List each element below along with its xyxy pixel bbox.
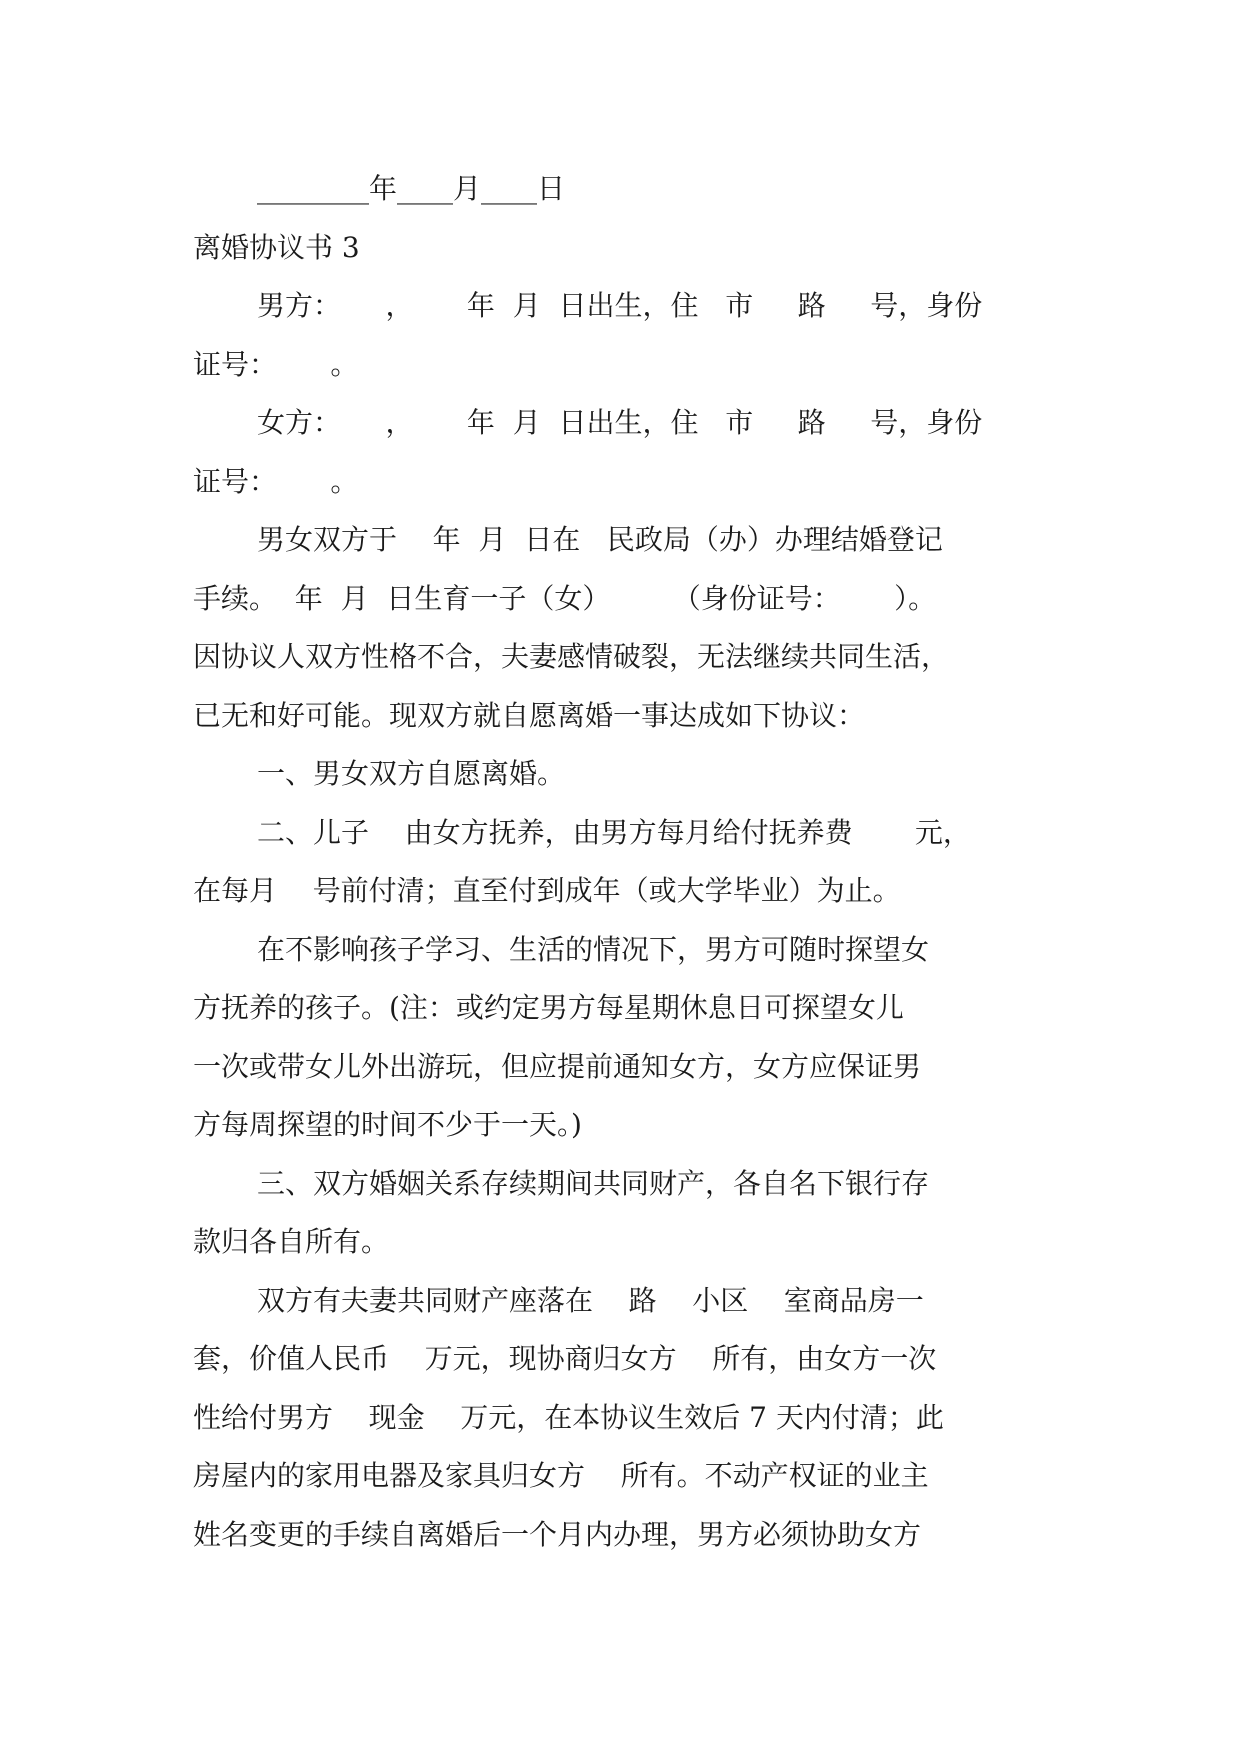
property-line-2: 套，价值人民币 万元，现协商归女方 所有，由女方一次 — [193, 1342, 937, 1375]
document-page — [193, 160, 1053, 1564]
visitation-line-2: 方抚养的孩子。(注：或约定男方每星期休息日可探望女儿 — [193, 991, 904, 1024]
clause-2-line-2: 在每月 号前付清；直至付到成年（或大学毕业）为止。 — [193, 874, 901, 907]
document-title: 离婚协议书 3 — [193, 230, 360, 264]
clause-2-line-1: 二、儿子 由女方抚养，由男方每月给付抚养费 元， — [257, 815, 971, 849]
property-line-3: 性给付男方 现金 万元，在本协议生效后 7 天内付清；此 — [193, 1400, 944, 1434]
marriage-para-line-1: 男女双方于 年 月 日在 民政局（办）办理结婚登记 — [257, 523, 943, 556]
clause-3-line-1: 三、双方婚姻关系存续期间共同财产，各自名下银行存 — [257, 1166, 930, 1200]
marriage-para-line-2: 手续。 年 月 日生育一子（女） （身份证号： ）。 — [193, 581, 937, 615]
marriage-para-line-3: 因协议人双方性格不合，夫妻感情破裂，无法继续共同生活， — [193, 640, 950, 673]
property-line-1: 双方有夫妻共同财产座落在 路 小区 室商品房一 — [257, 1283, 924, 1317]
clause-1: 一、男女双方自愿离婚。 — [257, 757, 566, 790]
woman-info-line-2: 证号： 。 — [193, 464, 359, 498]
visitation-line-1: 在不影响孩子学习、生活的情况下，男方可随时探望女 — [257, 932, 930, 966]
man-info-line-2: 证号： 。 — [193, 347, 359, 381]
visitation-line-4: 方每周探望的时间不少于一天。) — [193, 1108, 582, 1141]
marriage-para-line-4: 已无和好可能。现双方就自愿离婚一事达成如下协议： — [193, 698, 866, 732]
man-info-line-1: 男方： ， 年 月 日出生，住 市 路 号，身份 — [257, 289, 983, 322]
property-line-5: 姓名变更的手续自离婚后一个月内办理，男方必须协助女方 — [193, 1517, 922, 1551]
property-line-4: 房屋内的家用电器及家具归女方 所有。不动产权证的业主 — [193, 1459, 929, 1492]
clause-3-line-2: 款归各自所有。 — [193, 1225, 390, 1258]
date-line: ________年____月____日 — [257, 172, 566, 205]
visitation-line-3: 一次或带女儿外出游玩，但应提前通知女方，女方应保证男 — [193, 1049, 922, 1083]
woman-info-line-1: 女方： ， 年 月 日出生，住 市 路 号，身份 — [257, 406, 983, 439]
